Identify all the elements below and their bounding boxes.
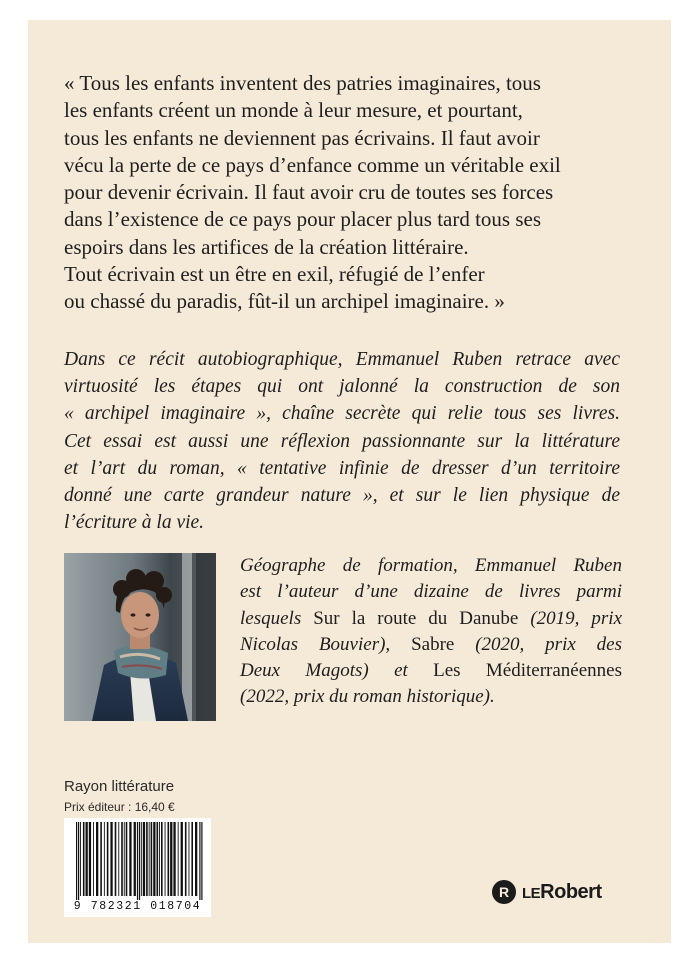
barcode-bar: [191, 822, 193, 896]
bio-line: est l’auteur d’une dizaine de livres parmi: [240, 581, 622, 603]
publisher-logo: [492, 880, 602, 904]
bio-line: [240, 606, 622, 632]
barcode-guard-bar: [78, 822, 79, 900]
epigraph-quote: [64, 70, 604, 316]
barcode-bar: [178, 822, 179, 896]
barcode-bar: [104, 822, 105, 896]
author-portrait-icon: [64, 553, 216, 721]
barcode-bar: [161, 822, 163, 896]
barcode-guard-bar: [76, 822, 77, 900]
quote-line: espoirs dans les artifices de la création littéraire.: [64, 234, 469, 259]
barcode-bar: [168, 822, 170, 896]
barcode: [64, 818, 211, 917]
barcode-bar: [173, 822, 175, 896]
quote-line: dans l’existence de ce pays pour placer plus tard tous ses: [64, 207, 542, 232]
barcode-bar: [185, 822, 187, 896]
barcode-bar: [126, 822, 128, 896]
quote-line: Tout écrivain est un être en exil, réfugié de l’enfer: [64, 262, 485, 287]
barcode-bar: [124, 822, 125, 896]
bio-line: (2022, prix du roman historique).: [240, 686, 495, 708]
publisher-name: [522, 881, 602, 904]
barcode-bar: [157, 822, 159, 896]
barcode-bar: [129, 822, 131, 896]
barcode-bar: [118, 822, 119, 896]
quote-line: vécu la perte de ce pays d’enfance comme un véritable exil: [64, 152, 561, 177]
barcode-bar: [83, 822, 85, 896]
barcode-bar: [151, 822, 153, 896]
barcode-bar: [134, 822, 136, 896]
barcode-bar: [146, 822, 148, 896]
barcode-bar: [93, 822, 94, 896]
barcode-bar: [115, 822, 117, 896]
summary-line: « archipel imaginaire », chaîne secrète qui relie tous ses livres.: [64, 403, 620, 425]
barcode-guard-bar: [139, 822, 140, 900]
isbn-number: 9 782321 018704: [73, 900, 202, 913]
quote-line: ou chassé du paradis, fût-il un archipel imaginaire. »: [64, 289, 505, 314]
barcode-bar: [141, 822, 142, 896]
author-photo: [64, 553, 216, 721]
quote-line: pour devenir écrivain. Il faut avoir cru de toutes ses forces: [64, 180, 554, 205]
summary-line: et l’art du roman, « tentative infinie de dresser d’un territoire: [64, 457, 620, 479]
barcode-bar: [165, 822, 166, 896]
shelf-category: Rayon littérature: [64, 778, 175, 795]
quote-line: « Tous les enfants inventent des patries imaginaires, tous: [64, 71, 541, 95]
bio-line: [240, 658, 622, 684]
barcode-bar: [153, 822, 155, 896]
barcode-bar: [110, 822, 112, 896]
quote-line: tous les enfants ne deviennent pas écrivains. Il faut avoir: [64, 125, 540, 150]
summary-line: virtuosité les étapes qui ont jalonné la construction de son: [64, 376, 620, 398]
barcode-guard-bar: [201, 822, 202, 900]
barcode-bar: [89, 822, 91, 896]
le-robert-logo-icon: R: [492, 880, 516, 904]
summary-line: Cet essai est aussi une réflexion passionnante sur la littérature: [64, 430, 620, 452]
summary-line: Dans ce récit autobiographique, Emmanuel Ruben retrace avec: [64, 349, 620, 370]
summary-line: l’écriture à la vie.: [64, 512, 205, 534]
barcode-guard-bar: [199, 822, 200, 900]
bio-text: Deux Magots) et: [240, 660, 434, 682]
barcode-bar: [80, 822, 81, 896]
publisher-wordmark: Robert: [540, 880, 602, 903]
summary-line: donné une carte grandeur nature », et sur le lien physique de: [64, 485, 620, 507]
barcode-bar: [170, 822, 172, 896]
barcode-bar: [149, 822, 150, 896]
barcode-bar: [107, 822, 109, 896]
barcode-bar: [86, 822, 88, 896]
barcode-guard-bar: [137, 822, 138, 900]
barcode-bar: [195, 822, 197, 896]
publisher-price: Prix éditeur : 16,40 €: [64, 800, 175, 814]
book-summary: [64, 346, 620, 536]
barcode-bar: [100, 822, 102, 896]
barcode-bar: [121, 822, 123, 896]
bio-line: [240, 632, 622, 658]
bio-text: Nicolas Bouvier),: [240, 633, 412, 655]
book-title: Sabre: [411, 633, 455, 655]
bio-text: lesquels: [240, 607, 314, 629]
bio-line: Géographe de formation, Emmanuel Ruben: [240, 555, 622, 576]
quote-line: les enfants créent un monde à leur mesure, et pourtant,: [64, 98, 523, 123]
book-title: Les Méditerranéennes: [433, 660, 622, 682]
author-bio: [240, 553, 622, 711]
barcode-bar: [189, 822, 190, 896]
publisher-prefix: LE: [522, 884, 541, 902]
bio-text: (2020, prix des: [454, 633, 623, 655]
ean13-barcode-icon: [64, 818, 211, 900]
barcode-bar: [96, 822, 98, 896]
bio-text: (2019, prix: [518, 607, 623, 629]
barcode-bar: [143, 822, 145, 896]
barcode-bar: [181, 822, 183, 896]
barcode-bar: [159, 822, 160, 896]
book-title: Sur la route du Danube: [313, 607, 519, 629]
